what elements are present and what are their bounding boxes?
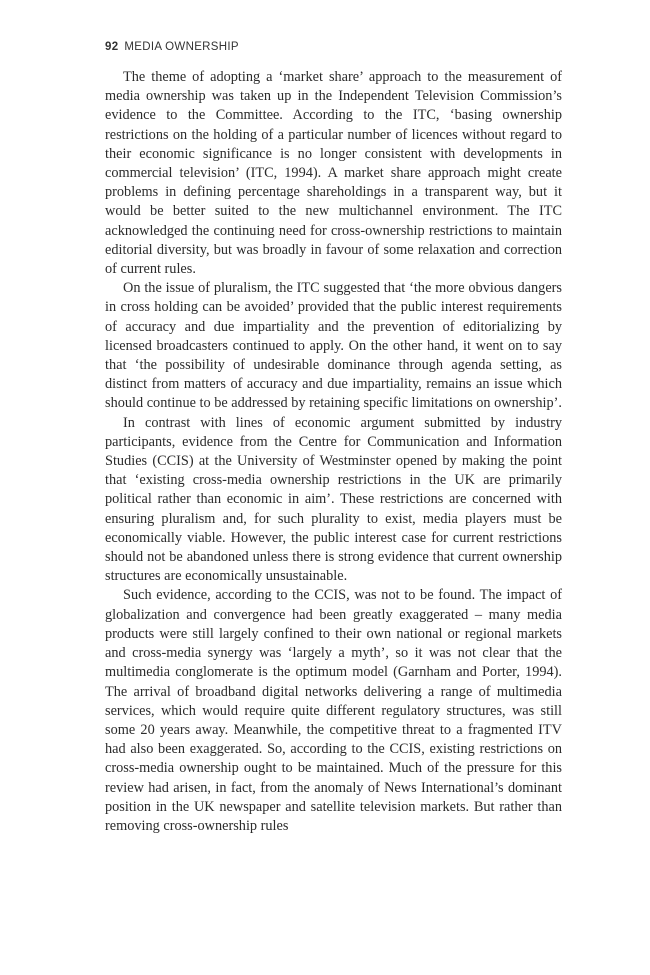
book-page: [105, 38, 562, 836]
running-head: [105, 38, 562, 56]
section-title: MEDIA OWNERSHIP: [124, 41, 239, 53]
paragraph-market-share: The theme of adopting a ‘market share’ approach to the measurement of media ownership was taken up in the Independent Television Commission’s evidence to the Committee. According to the ITC, ‘basing ownership restrictions on the holding of a particular number of licences without regard to their economic significance is no longer consistent with developments in commercial television’ (ITC, 1994). A market share approach might create problems in defining percentage shareholdings in a transparent way, but it would be better suited to the new multichannel environment. The ITC acknowledged the continuing need for cross-ownership restrictions to maintain editorial diversity, but was broadly in favour of some relaxation and correction of current rules.: [105, 69, 562, 278]
paragraph-ccis-evidence: In contrast with lines of economic argument submitted by industry participants, evidence from the Centre for Communication and Information Studies (CCIS) at the University of Westminster opened by making the point that ‘existing cross-media ownership restrictions in the UK are primarily political rather than economic in aim’. These restrictions are concerned with ensuring pluralism and, for such plurality to exist, media players must be economically viable. However, the public interest case for current restrictions should not be abandoned unless there is strong evidence that current ownership structures are economically unsustainable.: [105, 414, 562, 585]
paragraph-pluralism: On the issue of pluralism, the ITC suggested that ‘the more obvious dangers in cross holding can be avoided’ provided that the public interest requirements of accuracy and due impartiality and the prevention of editorializing by licensed broadcasters continued to apply. On the other hand, it went on to say that ‘the possibility of undesirable dominance through agenda setting, as distinct from matters of accuracy and due impartiality, remains an issue which should continue to be addressed by retaining specific limitations on ownership’.: [105, 280, 563, 412]
body-text: [105, 68, 562, 836]
page-number: 92: [105, 41, 119, 53]
paragraph-globalization: Such evidence, according to the CCIS, was not to be found. The impact of globalization and convergence had been greatly exaggerated – many media products were still largely confined to their own national or regional markets and cross-media synergy was ‘largely a myth’, so it was not clear that the multimedia conglomerate is the optimum model (Garnham and Porter, 1994). The arrival of broadband digital networks delivering a range of multimedia services, which would require quite different regulatory structures, was still some 20 years away. Meanwhile, the competitive threat to a fragmented ITV had also been exaggerated. So, according to the CCIS, existing restrictions on cross-media ownership ought to be maintained. Much of the pressure for this review had arisen, in fact, from the anomaly of News International’s dominant position in the UK newspaper and satellite television markets. But rather than removing cross-ownership rules: [105, 587, 562, 834]
